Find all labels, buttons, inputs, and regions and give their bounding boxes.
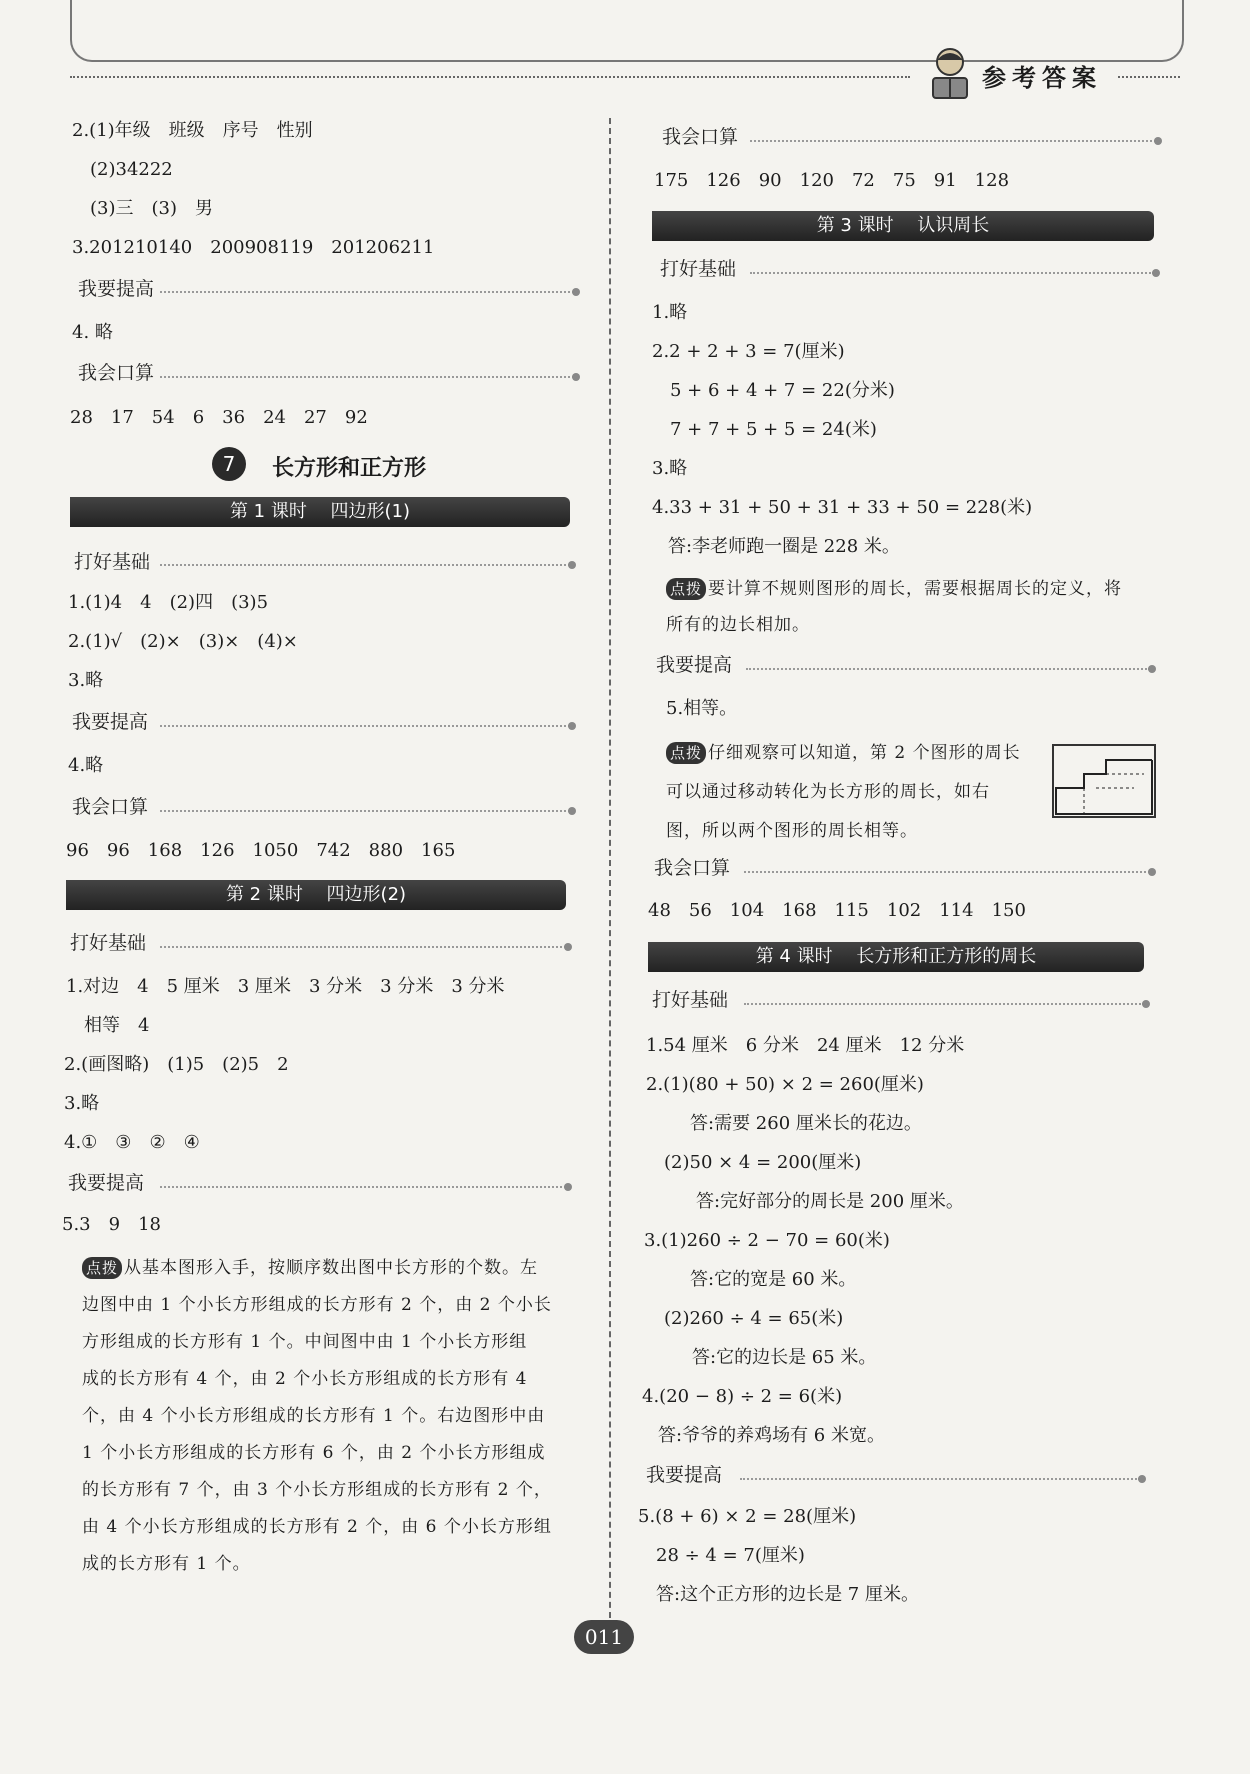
chapter-title: 长方形和正方形 <box>272 456 427 481</box>
answer-line: (2)34222 <box>90 159 173 180</box>
section-heading: 我要提高 <box>72 711 149 733</box>
answer-line: 答:完好部分的周长是 200 厘米。 <box>696 1191 964 1212</box>
section-heading: 打好基础 <box>74 551 151 573</box>
answer-line: 1.略 <box>652 302 688 323</box>
lesson-bar: 第 4 课时 长方形和正方形的周长 <box>648 942 1144 972</box>
section-rule <box>740 1478 1140 1480</box>
answer-line: 相等 4 <box>84 1015 150 1036</box>
answer-line: 答:需要 260 厘米长的花边。 <box>690 1113 922 1134</box>
hint-paragraph: 点拨 从基本图形入手，按顺序数出图中长方形的个数。左 边图中由 1 个小长方形组成的长方形有 2 个，由 2 个小长 方形组成的长方形有 1 个。中间图中由 1 个小长方形组 成的长方形有 4 个，由 2 个小长方形组成的长方形有 4 个，由 4 个小长方形组成的长方形有 1 个。右边图形中由 1 个小长方形组成的长方形有 6 个，由 2 个小长方形组成 的长方形有 7 个，由 3 个小长方形组成的长方形有 2 个， 由 4 个小长方形组成的长方形有 2 个，由 6 个小长方形组 成的长方形有 1 个。 <box>82 1258 552 1574</box>
chapter-number: 7 <box>212 447 246 481</box>
answer-line: 2.(1)年级 班级 序号 性别 <box>72 120 313 141</box>
column-divider <box>609 118 611 1638</box>
answer-line: 4. 略 <box>72 322 113 343</box>
answer-line: 5 + 6 + 4 + 7 = 22(分米) <box>670 380 895 401</box>
answer-line: 3.(1)260 ÷ 2 − 70 = 60(米) <box>644 1230 890 1251</box>
lesson-bar: 第 1 课时 四边形(1) <box>70 497 570 527</box>
header-rule-right <box>1118 76 1180 78</box>
hint-badge: 点拨 <box>82 1257 122 1279</box>
answer-line: 96 96 168 126 1050 742 880 165 <box>66 840 456 861</box>
hint-paragraph: 点拨 仔细观察可以知道，第 2 个图形的周长 可以通过移动转化为长方形的周长，如右 图，所以两个图形的周长相等。 <box>666 743 1021 841</box>
answer-line: 3.201210140 200908119 201206211 <box>72 237 435 258</box>
section-heading: 我要提高 <box>68 1172 145 1194</box>
section-heading: 打好基础 <box>652 989 729 1011</box>
answer-line: 3.略 <box>652 458 688 479</box>
lesson-bar: 第 3 课时 认识周长 <box>652 211 1154 241</box>
answer-line: 4.33 + 31 + 50 + 31 + 33 + 50 = 228(米) <box>652 497 1033 518</box>
section-rule <box>160 725 570 727</box>
answer-line: 1.54 厘米 6 分米 24 厘米 12 分米 <box>646 1035 965 1056</box>
reading-boy-icon <box>925 46 975 102</box>
answer-line: 175 126 90 120 72 75 91 128 <box>654 170 1010 191</box>
section-rule <box>750 140 1156 142</box>
answer-line: 2.(1)(80 + 50) × 2 = 260(厘米) <box>646 1074 924 1095</box>
section-rule <box>160 810 570 812</box>
answer-line: 7 + 7 + 5 + 5 = 24(米) <box>670 419 877 440</box>
answer-line: 4.① ③ ② ④ <box>64 1132 200 1153</box>
section-rule <box>160 946 566 948</box>
lesson-bar: 第 2 课时 四边形(2) <box>66 880 566 910</box>
answer-line: 28 ÷ 4 = 7(厘米) <box>656 1545 805 1566</box>
hint-badge: 点拨 <box>666 578 706 600</box>
answer-line: 28 17 54 6 36 24 27 92 <box>70 407 368 428</box>
section-rule <box>160 376 574 378</box>
section-heading: 我会口算 <box>78 362 155 384</box>
section-heading: 我要提高 <box>78 278 155 300</box>
section-rule <box>746 668 1150 670</box>
answer-line: 5.3 9 18 <box>62 1214 161 1235</box>
answer-line: 5.相等。 <box>666 698 738 719</box>
answer-line: 3.略 <box>64 1093 100 1114</box>
answer-line: 2.(1)√ (2)× (3)× (4)× <box>68 631 298 652</box>
section-rule <box>744 1003 1144 1005</box>
answer-line: 1.(1)4 4 (2)四 (3)5 <box>68 592 269 613</box>
answer-line: 答:这个正方形的边长是 7 厘米。 <box>656 1584 919 1605</box>
answer-line: (2)260 ÷ 4 = 65(米) <box>664 1308 844 1329</box>
section-rule <box>750 272 1154 274</box>
section-heading: 我会口算 <box>654 857 731 879</box>
answer-line: 1.对边 4 5 厘米 3 厘米 3 分米 3 分米 3 分米 <box>66 976 505 997</box>
answer-line: 答:它的边长是 65 米。 <box>692 1347 877 1368</box>
answer-line: 答:李老师跑一圈是 228 米。 <box>668 536 900 557</box>
section-heading: 打好基础 <box>660 258 737 280</box>
answer-line: 3.略 <box>68 670 104 691</box>
answer-line: 4.(20 − 8) ÷ 2 = 6(米) <box>642 1386 843 1407</box>
answer-line: 5.(8 + 6) × 2 = 28(厘米) <box>638 1506 857 1527</box>
answer-line: 2.(画图略) (1)5 (2)5 2 <box>64 1054 289 1075</box>
page-number: 011 <box>574 1620 634 1654</box>
header-title: 参考答案 <box>982 64 1102 92</box>
section-heading: 我要提高 <box>656 654 733 676</box>
answer-line: (2)50 × 4 = 200(厘米) <box>664 1152 862 1173</box>
hint-badge: 点拨 <box>666 742 706 764</box>
section-heading: 我要提高 <box>646 1464 723 1486</box>
answer-line: (3)三 (3) 男 <box>90 198 213 219</box>
answer-line: 48 56 104 168 115 102 114 150 <box>648 900 1026 921</box>
answer-line: 答:它的宽是 60 米。 <box>690 1269 857 1290</box>
section-rule <box>160 291 574 293</box>
top-frame <box>70 0 1184 62</box>
answer-line: 4.略 <box>68 755 104 776</box>
section-heading: 我会口算 <box>72 796 149 818</box>
answer-line: 答:爷爷的养鸡场有 6 米宽。 <box>658 1425 885 1446</box>
answer-line: 2.2 + 2 + 3 = 7(厘米) <box>652 341 845 362</box>
section-heading: 打好基础 <box>70 932 147 954</box>
header-rule-left <box>70 76 910 78</box>
rectangle-perimeter-figure <box>1052 744 1156 818</box>
section-rule <box>160 564 570 566</box>
section-rule <box>744 871 1150 873</box>
section-heading: 我会口算 <box>662 126 739 148</box>
hint-paragraph: 点拨 要计算不规则图形的周长，需要根据周长的定义，将 所有的边长相加。 <box>666 579 1123 635</box>
section-rule <box>160 1186 566 1188</box>
